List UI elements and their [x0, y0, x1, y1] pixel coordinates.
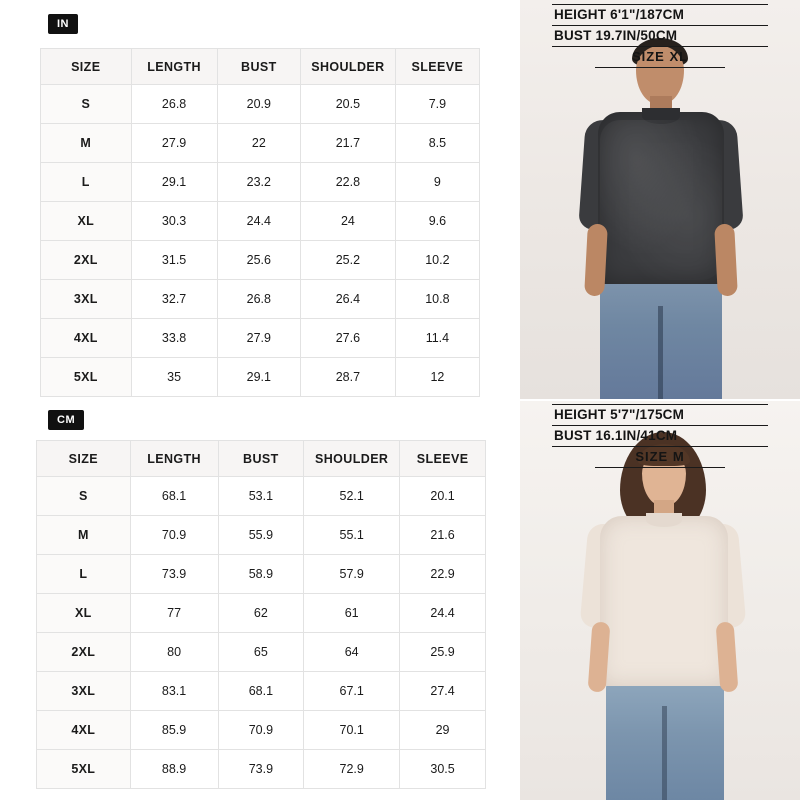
model-jeans: [600, 276, 722, 400]
cell-length: 70.9: [130, 516, 218, 555]
cell-size: 2XL: [37, 633, 131, 672]
cell-size: L: [37, 555, 131, 594]
unit-badge-cm: CM: [48, 410, 84, 430]
cell-size: S: [37, 477, 131, 516]
cell-sleeve: 12: [395, 358, 479, 397]
cell-shoulder: 70.1: [304, 711, 400, 750]
cell-size: S: [41, 85, 132, 124]
cell-sleeve: 9.6: [395, 202, 479, 241]
cell-size: 5XL: [41, 358, 132, 397]
cell-bust: 70.9: [218, 711, 304, 750]
column-header-size: SIZE: [37, 441, 131, 477]
model-card-female: [520, 400, 800, 800]
cell-size: XL: [37, 594, 131, 633]
table-row: [41, 163, 480, 202]
cell-sleeve: 8.5: [395, 124, 479, 163]
table-row: [37, 633, 486, 672]
cell-bust: 25.6: [217, 241, 300, 280]
cell-shoulder: 64: [304, 633, 400, 672]
cell-size: 4XL: [37, 711, 131, 750]
cell-sleeve: 30.5: [400, 750, 486, 789]
cell-size: 3XL: [37, 672, 131, 711]
column-header-sleeve: SLEEVE: [395, 49, 479, 85]
cell-bust: 55.9: [218, 516, 304, 555]
cell-length: 26.8: [131, 85, 217, 124]
cell-shoulder: 21.7: [300, 124, 395, 163]
table-row: [37, 516, 486, 555]
cell-bust: 62: [218, 594, 304, 633]
table-row: [37, 594, 486, 633]
column-header-bust: BUST: [217, 49, 300, 85]
cell-shoulder: 28.7: [300, 358, 395, 397]
unit-badge-cm-wrap: [48, 410, 84, 430]
cell-length: 73.9: [130, 555, 218, 594]
cell-length: 29.1: [131, 163, 217, 202]
cell-sleeve: 22.9: [400, 555, 486, 594]
cell-length: 30.3: [131, 202, 217, 241]
table-row: [41, 241, 480, 280]
cell-bust: 58.9: [218, 555, 304, 594]
table-row: [41, 124, 480, 163]
cell-size: M: [41, 124, 132, 163]
cell-length: 83.1: [130, 672, 218, 711]
column-header-size: SIZE: [41, 49, 132, 85]
table-row: [41, 85, 480, 124]
photo-divider: [520, 399, 800, 401]
cell-bust: 29.1: [217, 358, 300, 397]
cell-length: 68.1: [130, 477, 218, 516]
spec-size: SIZE XL: [595, 47, 725, 68]
cell-length: 80: [130, 633, 218, 672]
model-arm-right: [714, 224, 738, 297]
cell-shoulder: 20.5: [300, 85, 395, 124]
cell-sleeve: 27.4: [400, 672, 486, 711]
cell-sleeve: 24.4: [400, 594, 486, 633]
table-header-row: [37, 441, 486, 477]
cell-bust: 26.8: [217, 280, 300, 319]
column-header-shoulder: SHOULDER: [300, 49, 395, 85]
cell-size: 4XL: [41, 319, 132, 358]
model-spec-male: [552, 4, 768, 68]
cell-sleeve: 21.6: [400, 516, 486, 555]
model-jeans: [606, 680, 724, 800]
cell-shoulder: 52.1: [304, 477, 400, 516]
cell-size: L: [41, 163, 132, 202]
cell-sleeve: 10.8: [395, 280, 479, 319]
spec-bust: BUST 16.1IN/41CM: [552, 426, 768, 447]
spec-bust: BUST 19.7IN/50CM: [552, 26, 768, 47]
cell-size: 2XL: [41, 241, 132, 280]
cell-length: 31.5: [131, 241, 217, 280]
cell-sleeve: 10.2: [395, 241, 479, 280]
table-row: [41, 280, 480, 319]
table-row: [37, 711, 486, 750]
cell-size: 5XL: [37, 750, 131, 789]
cell-bust: 22: [217, 124, 300, 163]
cell-bust: 68.1: [218, 672, 304, 711]
cell-shoulder: 24: [300, 202, 395, 241]
column-header-length: LENGTH: [130, 441, 218, 477]
cell-bust: 23.2: [217, 163, 300, 202]
unit-badge-in-wrap: [48, 14, 78, 34]
spec-height: HEIGHT 5'7"/175CM: [552, 404, 768, 426]
cell-length: 85.9: [130, 711, 218, 750]
cell-bust: 27.9: [217, 319, 300, 358]
model-spec-female: [552, 404, 768, 468]
cell-bust: 24.4: [217, 202, 300, 241]
cell-length: 77: [130, 594, 218, 633]
cell-shoulder: 72.9: [304, 750, 400, 789]
column-header-bust: BUST: [218, 441, 304, 477]
cell-length: 32.7: [131, 280, 217, 319]
cell-sleeve: 9: [395, 163, 479, 202]
column-header-length: LENGTH: [131, 49, 217, 85]
table-row: [37, 750, 486, 789]
cell-sleeve: 7.9: [395, 85, 479, 124]
cell-sleeve: 11.4: [395, 319, 479, 358]
model-card-male: [520, 0, 800, 400]
cell-shoulder: 25.2: [300, 241, 395, 280]
cell-shoulder: 57.9: [304, 555, 400, 594]
model-arm-left: [584, 224, 608, 297]
table-row: [37, 555, 486, 594]
column-header-shoulder: SHOULDER: [304, 441, 400, 477]
cell-shoulder: 22.8: [300, 163, 395, 202]
cell-shoulder: 55.1: [304, 516, 400, 555]
unit-badge-in: IN: [48, 14, 78, 34]
cell-length: 88.9: [130, 750, 218, 789]
cell-sleeve: 25.9: [400, 633, 486, 672]
cell-sleeve: 20.1: [400, 477, 486, 516]
tshirt-wash-texture: [600, 120, 722, 280]
cell-bust: 53.1: [218, 477, 304, 516]
cell-size: XL: [41, 202, 132, 241]
table-row: [37, 672, 486, 711]
size-table-inches: [40, 48, 480, 397]
size-table-centimeters: [36, 440, 486, 789]
cell-size: 3XL: [41, 280, 132, 319]
tshirt-body: [600, 516, 728, 686]
table-row: [37, 477, 486, 516]
table-row: [41, 358, 480, 397]
table-row: [41, 202, 480, 241]
cell-bust: 73.9: [218, 750, 304, 789]
cell-bust: 20.9: [217, 85, 300, 124]
cell-shoulder: 61: [304, 594, 400, 633]
cell-shoulder: 26.4: [300, 280, 395, 319]
spec-height: HEIGHT 6'1"/187CM: [552, 4, 768, 26]
cell-length: 35: [131, 358, 217, 397]
cell-length: 27.9: [131, 124, 217, 163]
cell-shoulder: 27.6: [300, 319, 395, 358]
cell-length: 33.8: [131, 319, 217, 358]
cell-shoulder: 67.1: [304, 672, 400, 711]
table-header-row: [41, 49, 480, 85]
cell-sleeve: 29: [400, 711, 486, 750]
spec-size: SIZE M: [595, 447, 725, 468]
cell-bust: 65: [218, 633, 304, 672]
column-header-sleeve: SLEEVE: [400, 441, 486, 477]
table-row: [41, 319, 480, 358]
cell-size: M: [37, 516, 131, 555]
